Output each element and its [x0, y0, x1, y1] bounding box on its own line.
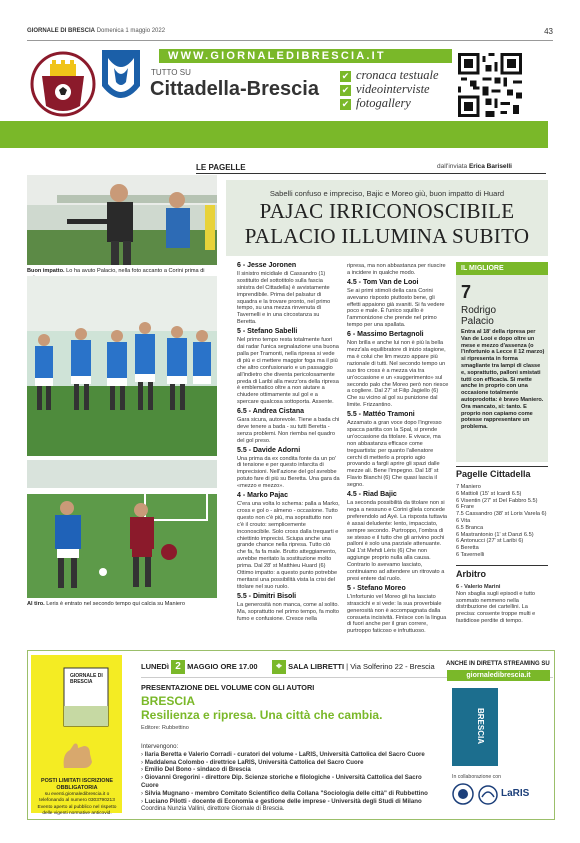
list-item: › Emilio Del Bono - sindaco di Brescia [141, 766, 251, 774]
brescia-logo-icon [98, 46, 144, 112]
photo-palacio-corini [27, 175, 217, 265]
referee-text: Non sbaglia sugli episodi e tutto sommato nemmeno nella distribuzione dei cartellini. La precisa: consente troppe multi e fastidiose perdite di tempo. [456, 590, 536, 624]
streaming-label: ANCHE IN DIRETTA STREAMING SU [446, 661, 550, 667]
check-icon: ✔ [341, 84, 350, 95]
location-pin-icon: ⌖ [272, 660, 286, 674]
event-datetime: LUNEDì 2 MAGGIO ORE 17.00 [141, 661, 258, 672]
divider [456, 466, 548, 467]
ratings-column-1 [237, 260, 340, 624]
feature-item: ✔ videointerviste [341, 82, 430, 96]
rating-item: 6.5 - Andrea Cistana Gara sicura, autorevole. Tiene a bada chi deve tenere a bada - su tutti Beretta - senza problemi. Non riemba nel quadro del gol preso. [237, 408, 340, 444]
website-banner[interactable]: WWW.GIORNALEDIBRESCIA.IT [159, 49, 452, 63]
rating-item: 4.5 - Tom Van de Looi Se ai primi stimoli della cara Corini avevano risposto piuttosto bene, gli effetti appaiono già svaniti. Si fa vedere poco e male. È l'unico squillo è l'ammonizione che prende nel primo tempo per una spallata. [347, 278, 445, 329]
list-item: 6 Mastrantonio (1' st Danzi 6.5) [456, 531, 534, 538]
headline-subtitle: Sabelli confuso e impreciso, Bajic e Moreo giù, buon impatto di Huard [269, 189, 505, 198]
photo-caption: Buon impatto. Lo ha avuto Palacio, nella foto accanto a Corini prima di [27, 268, 205, 274]
cittadella-ratings-title: Pagelle Cittadella [456, 469, 531, 479]
headline-line1: PAJAC IRRICONOSCIBILE [259, 199, 515, 223]
header-divider [27, 40, 553, 41]
book-title: Resilienza e ripresa. Una città che cambia. [141, 708, 383, 722]
rating-item: 4.5 - Riad Bajic La seconda possibilità da titolare non si nega a nessuno e Corini gliela concede preferendolo ad Ayé. La risposta tuttavia è assai deludente: lento, impacciato, sempre secondo. Purtroppo, l'ombra di se stesso e il tutto che gli arrivino pochi palloni è solo una parziale attenuante. Dal 1'st Mehdi Léris (6) Che non aggiunge proprio nulla alla causa. Contrario lo avevamo lasciato, continuiamo ad attendere un ritrovato a presi entere dal ruolo. [347, 491, 448, 582]
feature-item: ✔ fotogallery [341, 96, 411, 110]
promo-text: su eventi.giornaledibrescia.it o telefonando al numero 0303790213 [39, 792, 115, 803]
best-player-name: Rodrigo Palacio [461, 305, 497, 327]
rating-item: 4 - Marko Pajac C'era una volta lo schema: palla a Marko, cross e gol o - almeno - occasione. Tutto questo non c'è più, ma soprattutto non c'è il crouto: semplicemente inconoscibile. Solo cross dalla trequarti e chiettinto imprecisi. Sciupa anche una grande chance nella ripresa. Tutto ciò che fa, fa fa male. Brutto atteggiamento, avrebbe meritato la sostituzione molto prima. Dal 28' st Matthieu Huard (6) Ottimo impatto: a questo punto potrebbe meritarsi una possibilità vista la crisi del titolare nel suo ruolo. [237, 492, 340, 590]
promo-title: POSTI LIMITATI ISCRIZIONE OBBLIGATORIA [41, 778, 113, 791]
list-item: 6 Beretta [456, 545, 479, 552]
book-cover [452, 688, 498, 766]
check-icon: ✔ [341, 70, 350, 81]
section-label: LE PAGELLE [196, 163, 246, 172]
cittadella-ratings-list [456, 484, 548, 559]
day-number: 2 [171, 660, 185, 674]
streaming-link[interactable]: giornaledibrescia.it [447, 670, 550, 681]
event-venue: ⌖ SALA LIBRETTI | Via Solferino 22 - Brescia [272, 660, 435, 674]
list-item: 6 Visentin (27' st Del Fabbro 5.5) [456, 497, 538, 504]
list-item: 6 Mattioli (15' st Icardi 6.5) [456, 490, 522, 497]
list-item: › Luciano Pilotti - docente di Economia e gestione delle imprese - Università degli Studi di Milano [141, 797, 422, 805]
ratings-column-2 [347, 260, 449, 637]
rating-item: 5.5 - Davide Adorni Una prima da ex condita fonte da un po' di tensione e per questo infarcita di imprecisioni. Nell'azione del gol avrebbe potuto fare di più su Beretta. Una gara da «mezzo e mezzo». [237, 446, 340, 490]
byline: dall'inviata Erica Bariselli [437, 163, 512, 170]
presentation-label: PRESENTAZIONE DEL VOLUME CON GLI AUTORI [141, 683, 315, 692]
match-title: Cittadella-Brescia [150, 78, 319, 100]
rating-item: 5 - Stefano Sabelli Nel primo tempo resta totalmente fuori dai radar l'unica segnalazione una buona palla per Tramonti, nella ripresa si vede di più e ci mettere maggior foga ma il più che altro confusionario e un passaggio all'indietro che diventa pericolosamente preda di Laribi alla mezz'ora della ripresa è emblematico oltre a non aiutare a chiudere ottimamente sul gol e a spercare qualcosa sottoporta. Assente. [237, 328, 339, 406]
best-player-score: 7 [461, 282, 472, 302]
rating-item: 5.5 - Mattéo Tramoni Azzamato a gran voce dopo l'ingresso spacca partita con la Spal, si prende un'occasione da titolare. E vivace, ma non abbastanza efficace come treguartista: per quanto l'allenatore cerchi di metterlo a proprio agio provando a fargli aprire gli spazi dalle mezze ali. Bene l'impegno. Dal 18' st Flavio Bianchi (6) Che quasi lascia il segno. [347, 411, 442, 489]
page-top-bar [27, 28, 553, 38]
laris-logo-icon [478, 785, 498, 805]
best-player-label: IL MIGLIORE [456, 262, 548, 275]
referee-block [456, 584, 548, 625]
section-divider [196, 173, 546, 174]
header-green-band [0, 121, 548, 148]
list-item: › Ilaria Beretta e Valerio Corradi - curatori del volume - LaRIS, Università Cattolica del Sacro Cuore [141, 750, 425, 758]
rating-item: 5 - Stefano Moreo L'infortunio vel Moreo gli ha lasciato strascichi e si vede: la sua proverbiale generosità non è accompagnata dalla consueta incisività. Finisce con la lingua di fuori anche per il gran correre, purtroppo faticoso e infruttuoso. [347, 584, 447, 635]
check-icon: ✔ [341, 98, 350, 109]
newspaper-name: GIORNALE DI BRESCIA [27, 28, 96, 34]
speakers-list: Intervengono: › Ilaria Beretta e Valerio Corradi - curatori del volume - LaRIS, Università Cattolica del Sacro Cuore › Maddalena Colombo - direttrice LaRIS, Università Cattolica del Sacro Cuore › Emilio Del Bono - sindaco di Brescia › Giovanni Gregorini - direttore Dip. Scienze storiche e filologiche - Università Cattolica del Sacro Cuore › Silvia Mugnano - membro Comitato Scientifico della Collana "Sociologia delle città" di Rubbettino › Luciano Pilotti - docente di Economia e gestione delle imprese - Università degli Studi di Milano Coordina Nunzia Vallini, direttore Giornale di Brescia. [141, 743, 441, 813]
list-item: 6 Vita [456, 517, 471, 524]
list-item: 7 Maniero [456, 484, 481, 490]
photo-caption: Al tiro. Leris è entrato nel secondo tempo qui calcia su Maniero [27, 601, 185, 607]
feature-item: ✔ cronaca testuale [341, 68, 439, 82]
issue-date: Domenica 1 maggio 2022 [96, 28, 166, 34]
referee-name: 6 - Valerio Marini [456, 584, 501, 590]
photo-brescia-team [27, 276, 217, 456]
rating-item: ripresa, ma non abbastanza per riuscire a incidere in qualche modo. [347, 263, 446, 276]
rating-item: 5.5 - Dimitri Bisoli La generosità non manca, come al solito. Ma, soprattutto nel primo tempo, fa molto fumo e confusione. Cresce nella [237, 592, 339, 622]
hand-icon [60, 740, 96, 770]
rating-item: 6 - Jesse Joronen Il sinistro micidiale di Cassandro (1) sostituito del sottotitolo sulla fascia sinistra del Cittadella) è avvistamente imprendibile. Prima del palsatur di squadra e la trovare pronto, nel primo tempo, su una mezza rinvenuta di Tavernelli e in una circostanza su Beretta. [237, 262, 331, 326]
list-item: 6 Antonucci (27' st Laribi 6) [456, 538, 524, 545]
book-cover-text: BRESCIA [476, 708, 485, 745]
list-item: › Giovanni Gregorini - direttore Dip. Scienze storiche e filologiche - Università Cattolica del Sacro Cuore [141, 774, 422, 789]
qr-code-icon[interactable] [458, 53, 522, 117]
laris-logo: LaRIS [501, 788, 530, 799]
list-item: 6.5 Branca [456, 524, 484, 531]
photo-leris-shot [27, 460, 217, 598]
publisher: Editore: Rubbettino [141, 725, 189, 731]
referee-title: Arbitro [456, 569, 486, 579]
book-city: BRESCIA [141, 694, 196, 708]
list-item: 6 Frare [456, 504, 475, 511]
list-item: › Silvia Mugnano - membro Comitato Scientifico della Collana "Sociologia delle città" di Rubbettino [141, 789, 428, 797]
cittadella-logo-icon [30, 46, 96, 118]
best-player-text: Entra al 18' della ripresa per Van de Looi e dopo oltre un mese e mezzo d'assenza (o l'infortunio a Lecce il 12 marzo) si ripresenta in forma smagliante tra lampi di classe e, soprattutto, palloni smistati tutti con efficacia. Si mette anche in proprio con una occasione totalmente autoprodotta: è bravo Maniero. Ora mancato, si: tanto. E proprio non capiamo come potesse rappresentare un problema. [461, 329, 545, 431]
page-number: 43 [544, 27, 553, 36]
book-cover-title: GIORNALE DI BRESCIA [70, 673, 103, 685]
headline-line2: PALACIO ILLUMINA SUBITO [244, 224, 530, 248]
collab-label: In collaborazione con [452, 774, 502, 780]
list-item: 7.5 Cassandro (38' st Loris Varela 6) [456, 511, 547, 518]
divider [456, 565, 548, 566]
rating-item: 6 - Massimo Bertagnoli Non brilla e anche lui non è più la bella mezz'ala equilibratore di inizio stagione, ma è colui che lim mezzo appare più razionale di tutti. Nel secondo tempo un suo tiro cross è a mezza via tra un'occasione e un «suggerimento» sul secondo palo che Moreo però non riesce a cogliere. Dal 27' st Filip Jagiello (6) Che su vicino al gol su punizione dal limite. Frizzantino. [347, 331, 449, 409]
university-logo-icon [452, 783, 474, 805]
list-item: 6 Tavernelli [456, 551, 485, 558]
promo-note: Evento aperto al pubblico nel rispetto delle vigenti normative anticovid. [37, 805, 117, 816]
tutto-su-label: TUTTO SU [151, 68, 191, 77]
list-item: › Maddalena Colombo - direttrice LaRIS, Università Cattolica del Sacro Cuore [141, 758, 364, 766]
